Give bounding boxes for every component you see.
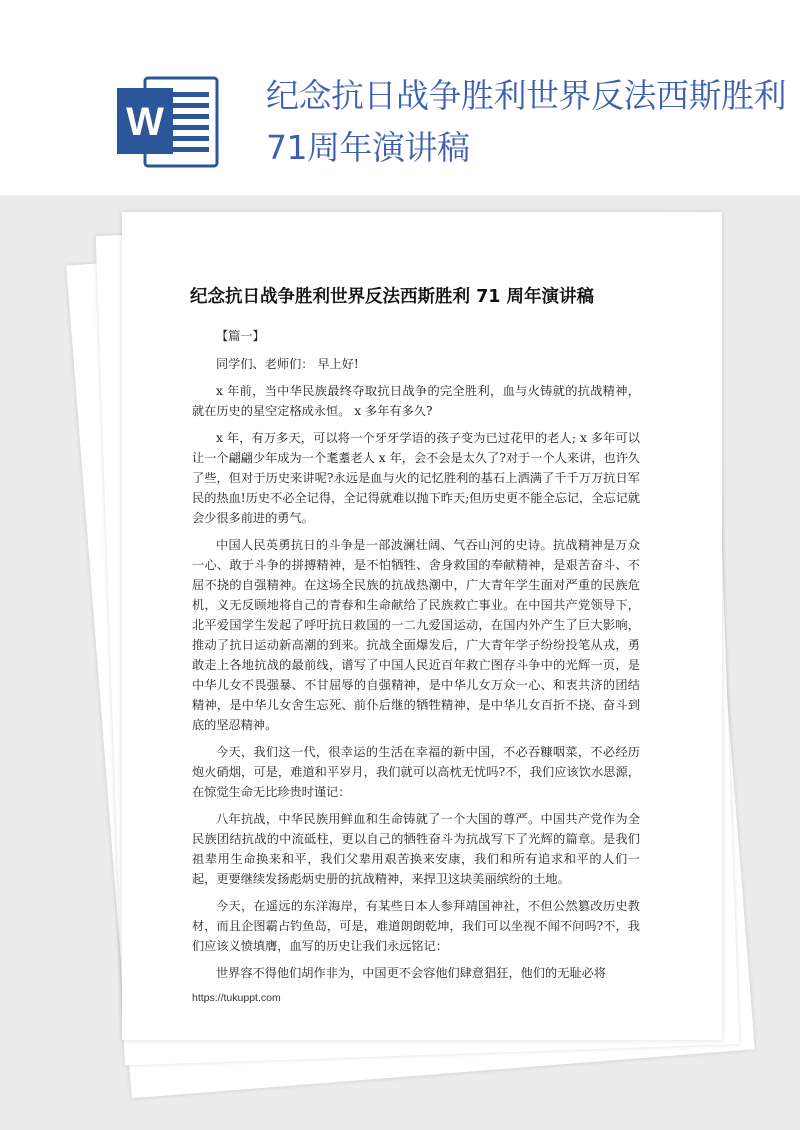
paragraph: 今天，在遥远的东洋海岸，有某些日本人参拜靖国神社，不但公然篡改历史教材，而且企图霸占钓鱼岛，可是，难道朗朗乾坤，我们可以坐视不闻不问吗?不，我们应该义愤填膺，血写的历史让我们永远铭记： (192, 899, 640, 953)
word-document-icon (115, 72, 219, 172)
section-label: 【篇一】 (216, 329, 265, 343)
document-title: 纪念抗日战争胜利世界反法西斯胜利 71 周年演讲稿 (190, 287, 595, 307)
paragraph: 世界容不得他们胡作非为，中国更不会容他们肆意猖狂，他们的无耻必将 (216, 966, 606, 980)
paragraph: x 年，有万多天，可以将一个牙牙学语的孩子变为已过花甲的老人; x 多年可以让一个翩翩少年成为一个耄耋老人 x 年，会不会是太久了?对于一个人来讲，也许久了些，但对于历史来讲呢?永远是血与火的记忆胜利的基石上洒满了千千万万抗日军民的热血!历史不必全记得，全记得就难以抛下昨天;但历史更不能全忘记，全忘记就会少很多前进的勇气。 (192, 431, 640, 525)
paragraph: 同学们、老师们： 早上好! (216, 357, 359, 371)
footer-url: https://tukuppt.com (192, 992, 281, 1004)
paragraph: 今天，我们这一代，很幸运的生活在幸福的新中国，不必吞糠咽菜，不必经历炮火硝烟，可是，难道和平岁月，我们就可以高枕无忧吗?不，我们应该饮水思源，在惊觉生命无比珍贵时谨记： (192, 745, 640, 799)
paragraph: 中国人民英勇抗日的斗争是一部波澜壮阔、气吞山河的史诗。抗战精神是万众一心、敢于斗争的拼搏精神，是不怕牺牲、舍身救国的奉献精神，是艰苦奋斗、不屈不挠的自强精神。在这场全民族的抗战热潮中，广大青年学生面对严重的民族危机，义无反顾地将自己的青春和生命献给了民族救亡事业。在中国共产党领导下，北平爱国学生发起了呼吁抗日救国的一二九爱国运动，在国内外产生了巨大影响，推动了抗日运动新高潮的到来。抗战全面爆发后，广大青年学子纷纷投笔从戎，勇敢走上各地抗战的最前线，谱写了中国人民近百年救亡图存斗争中的光辉一页，是中华儿女不畏强暴、不甘屈辱的自强精神，是中华儿女万众一心、和衷共济的团结精神，是中华儿女舍生忘死、前仆后继的牺牲精神，是中华儿女百折不挠、奋斗到底的坚忍精神。 (192, 538, 640, 732)
paragraph: x 年前，当中华民族最终夺取抗日战争的完全胜利，血与火铸就的抗战精神，就在历史的星空定格成永恒。 x 多年有多久? (192, 384, 640, 418)
svg-text:W: W (126, 100, 164, 144)
document-body (192, 326, 640, 990)
page-title: 纪念抗日战争胜利世界反法西斯胜利71周年演讲稿 (266, 76, 786, 167)
paragraph: 八年抗战，中华民族用鲜血和生命铸就了一个大国的尊严。中国共产党作为全民族团结抗战的中流砥柱，更以自己的牺牲奋斗为抗战写下了光辉的篇章。是我们祖辈用生命换来和平，我们父辈用艰苦换来安康，我们和所有追求和平的人们一起，更要继续发扬彪炳史册的抗战精神，来捍卫这块美丽缤纷的土地。 (192, 812, 640, 886)
